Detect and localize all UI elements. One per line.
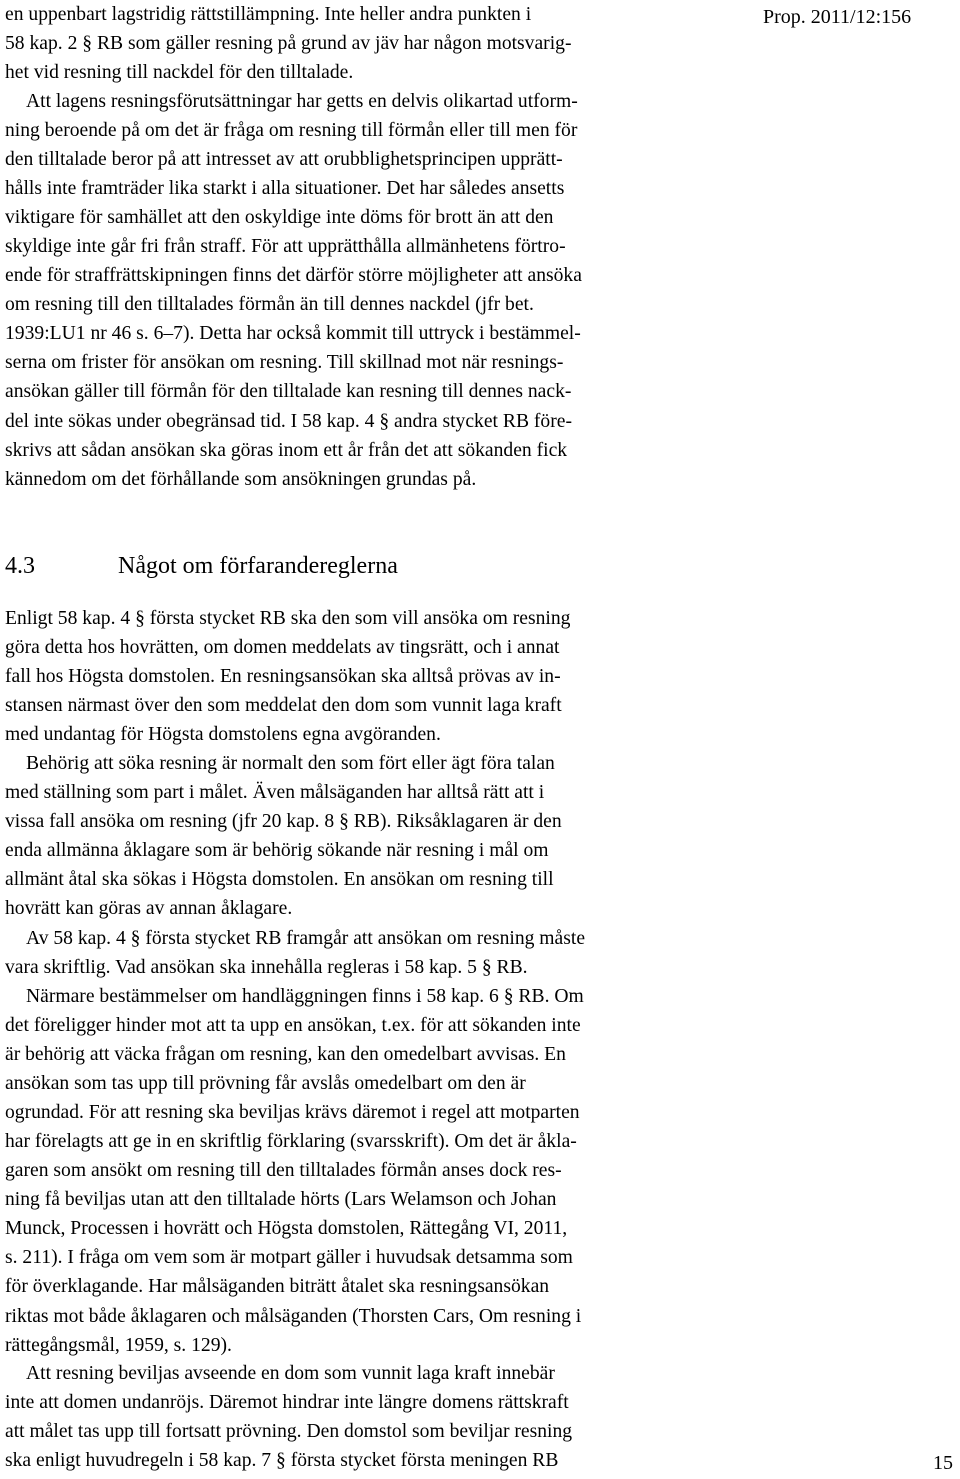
section-heading <box>5 551 747 581</box>
paragraph-7: Att resning beviljas avseende en dom som vunnit laga kraft innebär inte att domen undanröjs. Däremot hindrar inte längre domens rättskraft att målet tas upp till fortsatt prövning. Den domstol som beviljar resning ska enligt huvudregeln i 58 kap. 7 § första stycket första meningen RB <box>5 1363 573 1472</box>
section-title: Något om förfarandereglerna <box>118 553 398 579</box>
paragraph-6: Närmare bestämmelser om handläggningen finns i 58 kap. 6 § RB. Om det föreligger hinder mot att ta upp en ansökan, t.ex. för att sökanden inte är behörig att väcka frågan om resning, kan den omedelbart avvisas. En ansökan som tas upp till prövning får avslås omedelbart om den är ogrundad. För att resning ska beviljas krävs däremot i regel att motparten har förelagts att ge in en skriftlig förklaring (svarsskrift). Om det är åkla- garen som ansökt om resning till den tilltalades förmån anses dock res- ning få beviljas utan att den tilltalade hörts (Lars Welamson och Johan Munck, Processen i hovrätt och Högsta domstolen, Rättegång VI, 2011, s. 211). I fråga om vem som är motpart gäller i huvudsak detsamma som för överklagande. Har målsäganden biträtt åtalet ska resningsansökan riktas mot både åklagaren och målsäganden (Thorsten Cars, Om resning i rättegångsmål, 1959, s. 129). <box>5 986 584 1356</box>
paragraph-1: en uppenbart lagstridig rättstillämpning. Inte heller andra punkten i 58 kap. 2 § RB som gäller resning på grund av jäv har någon motsvarig- het vid resning till nackdel för den tilltalade. <box>5 4 572 84</box>
page-number: 15 <box>933 1452 953 1474</box>
paragraph-4: Behörig att söka resning är normalt den som fört eller ägt föra talan med ställning som part i målet. Även målsäganden har alltså rätt att i vissa fall ansöka om resning (jfr 20 kap. 8 § RB). Riksåklagaren är den enda allmänna åklagare som är behörig sökande när resning i mål om allmänt åtal ska sökas i Högsta domstolen. En ansökan om resning till hovrätt kan göras av annan åklagare. <box>5 753 562 920</box>
section-number: 4.3 <box>5 553 35 579</box>
paragraph-2: Att lagens resningsförutsättningar har getts en delvis olikartad utform- ning beroende på om det är fråga om resning till förmån eller till men för den tilltalade beror på att intresset av att orubblighetsprincipen upprätt- hålls inte framträder lika starkt i alla situationer. Det har således ansetts viktigare för samhället att den oskyldige inte döms för brott än att den skyldige inte går fri från straff. För att upprätthålla allmänhetens förtro- ende för straffrättskipningen finns det därför större möjligheter att ansöka om resning till den tilltalades förmån än till dennes nackdel (jfr bet. 1939:LU1 nr 46 s. 6–7). Detta har också kommit till uttryck i bestämmel- serna om frister för ansökan om resning. Till skillnad mot när resnings- ansökan gäller till förmån för den tilltalade kan resning till dennes nack- del inte sökas under obegränsad tid. I 58 kap. 4 § andra stycket RB före- skrivs att sådan ansökan ska göras inom ett år från det att sökanden fick kännedom om det förhållande som ansökningen grundas på. <box>5 91 582 490</box>
paragraph-3: Enligt 58 kap. 4 § första stycket RB ska den som vill ansöka om resning göra detta hos hovrätten, om domen meddelats av tingsrätt, och i annat fall hos Högsta domstolen. En resningsansökan ska alltså prövas av in- stansen närmast över den som meddelat den dom som vunnit laga kraft med undantag för Högsta domstolens egna avgöranden. <box>5 608 571 746</box>
paragraph-5: Av 58 kap. 4 § första stycket RB framgår att ansökan om resning måste vara skriftlig. Vad ansökan ska innehålla regleras i 58 kap. 5 § RB. <box>5 928 586 979</box>
proposition-reference: Prop. 2011/12:156 <box>763 6 912 28</box>
